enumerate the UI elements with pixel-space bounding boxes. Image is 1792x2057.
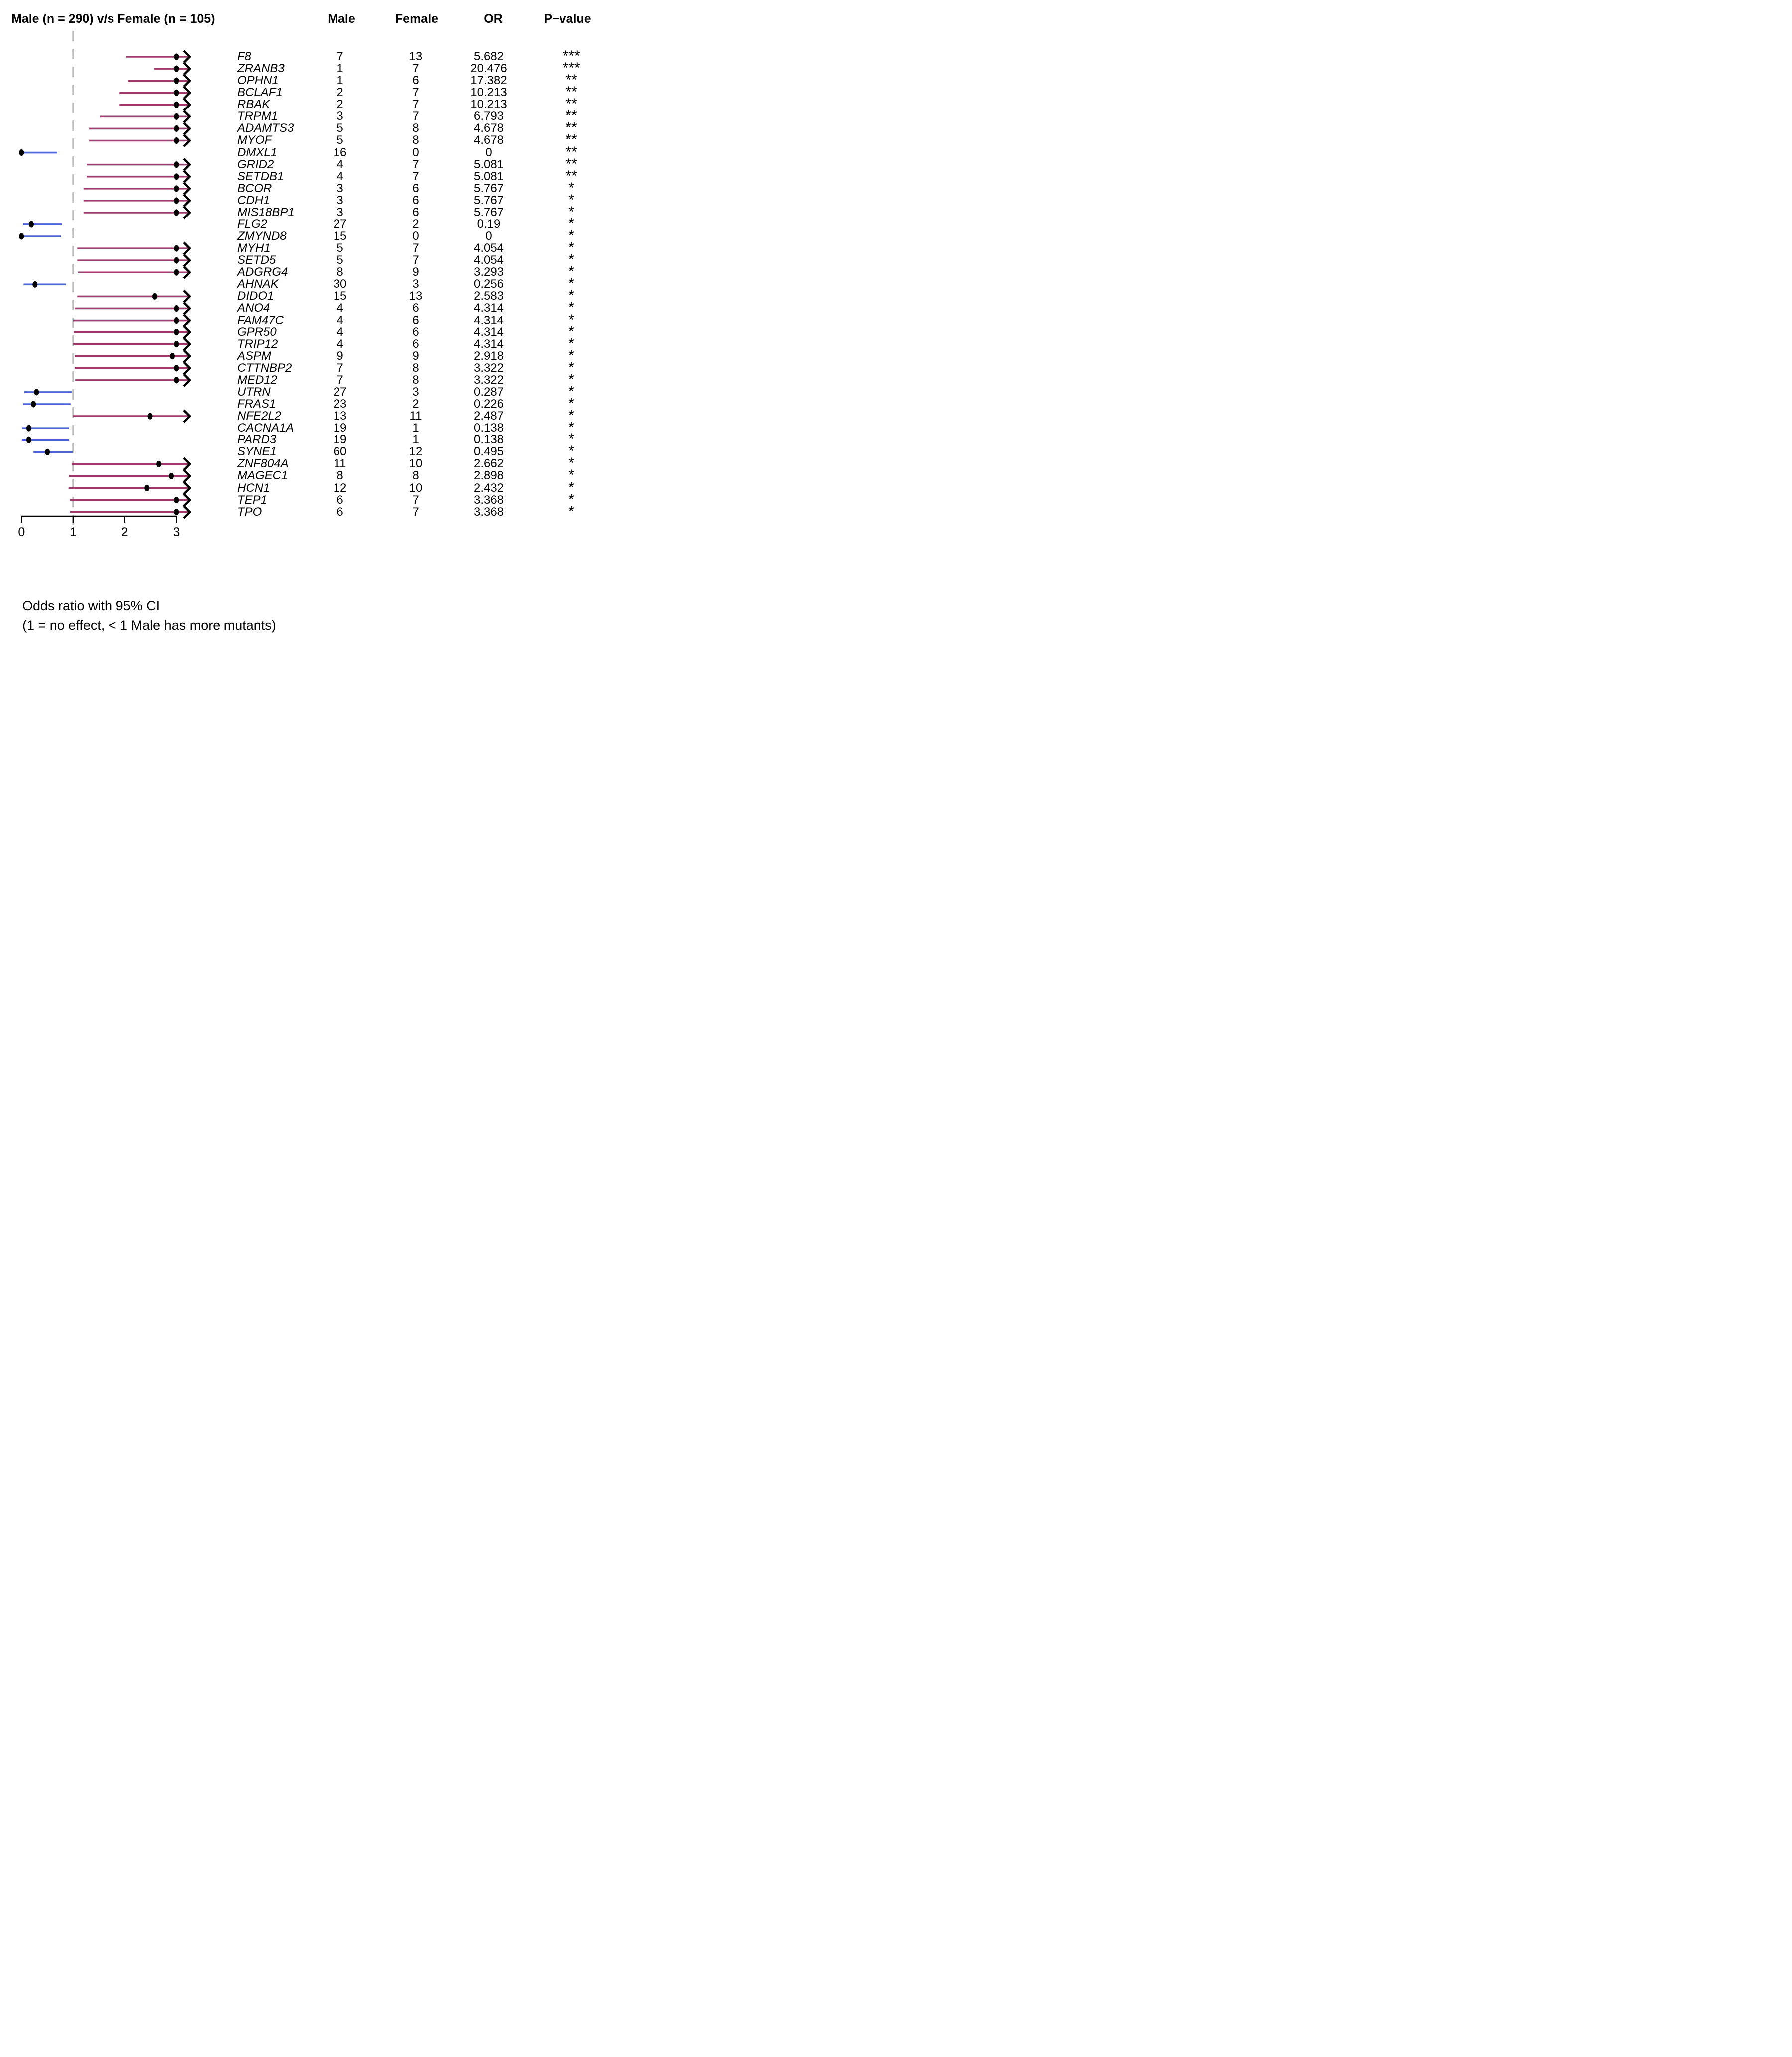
gene-name-TRIP12: TRIP12 <box>237 337 278 351</box>
male-count-FRAS1: 23 <box>333 397 347 411</box>
pvalue-stars-RBAK: ** <box>565 96 577 112</box>
column-header-male: Male <box>328 12 355 26</box>
or-dot-GPR50 <box>174 329 179 335</box>
pvalue-stars-CTTNBP2: * <box>568 359 574 376</box>
gene-name-MIS18BP1: MIS18BP1 <box>237 205 295 219</box>
pvalue-stars-TRIP12: * <box>568 335 574 352</box>
odds-ratio-ADGRG4: 3.293 <box>473 265 504 279</box>
male-count-OPHN1: 1 <box>336 74 343 88</box>
female-count-RBAK: 7 <box>412 98 419 111</box>
male-count-UTRN: 27 <box>333 385 347 399</box>
gene-name-ADGRG4: ADGRG4 <box>237 265 288 279</box>
male-count-GRID2: 4 <box>336 157 343 171</box>
or-dot-FAM47C <box>174 317 179 324</box>
or-dot-F8 <box>174 54 179 60</box>
odds-ratio-ZNF804A: 2.662 <box>473 457 504 471</box>
pvalue-stars-BCOR: * <box>568 179 574 196</box>
male-count-CDH1: 3 <box>336 193 343 207</box>
pvalue-stars-GRID2: ** <box>565 155 577 172</box>
female-count-NFE2L2: 11 <box>409 409 422 423</box>
or-dot-CDH1 <box>174 197 179 204</box>
male-count-SETD5: 5 <box>336 253 343 267</box>
male-count-GPR50: 4 <box>336 325 343 339</box>
odds-ratio-CDH1: 5.767 <box>473 193 504 207</box>
odds-ratio-PARD3: 0.138 <box>473 433 504 447</box>
female-count-SETD5: 7 <box>412 253 419 267</box>
gene-name-MYH1: MYH1 <box>237 241 271 255</box>
gene-name-GRID2: GRID2 <box>237 157 274 171</box>
gene-name-ZMYND8: ZMYND8 <box>237 229 287 243</box>
or-dot-ANO4 <box>174 305 179 312</box>
gene-name-CTTNBP2: CTTNBP2 <box>237 361 292 375</box>
male-count-ASPM: 9 <box>336 349 343 363</box>
gene-name-TRPM1: TRPM1 <box>237 109 278 123</box>
male-count-TRIP12: 4 <box>336 337 343 351</box>
or-dot-MED12 <box>174 377 179 383</box>
or-dot-TEP1 <box>174 497 179 503</box>
pvalue-stars-ZNF804A: * <box>568 455 574 472</box>
female-count-CDH1: 6 <box>412 193 419 207</box>
gene-name-ZRANB3: ZRANB3 <box>237 62 285 76</box>
gene-name-DIDO1: DIDO1 <box>237 289 274 303</box>
pvalue-stars-MED12: * <box>568 371 574 388</box>
male-count-SYNE1: 60 <box>333 445 347 459</box>
odds-ratio-TRPM1: 6.793 <box>473 109 504 123</box>
male-count-MAGEC1: 8 <box>336 469 343 483</box>
or-dot-ZNF804A <box>156 461 161 467</box>
or-dot-TRIP12 <box>174 341 179 347</box>
male-count-ZRANB3: 1 <box>336 62 343 76</box>
female-count-BCOR: 6 <box>412 181 419 195</box>
odds-ratio-SETD5: 4.054 <box>473 253 504 267</box>
or-dot-BCLAF1 <box>174 90 179 96</box>
odds-ratio-ZMYND8: 0 <box>485 229 492 243</box>
odds-ratio-ASPM: 2.918 <box>473 349 504 363</box>
pvalue-stars-F8: *** <box>562 48 580 64</box>
male-count-TRPM1: 3 <box>336 109 343 123</box>
female-count-DIDO1: 13 <box>409 289 423 303</box>
column-header-pvalue: P−value <box>544 12 591 26</box>
female-count-SETDB1: 7 <box>412 169 419 183</box>
gene-name-MYOF: MYOF <box>237 133 272 147</box>
male-count-ZNF804A: 11 <box>334 457 346 471</box>
female-count-F8: 13 <box>409 50 423 63</box>
gene-name-FRAS1: FRAS1 <box>237 397 276 411</box>
gene-name-F8: F8 <box>237 50 252 63</box>
pvalue-stars-UTRN: * <box>568 383 574 400</box>
female-count-GRID2: 7 <box>412 157 419 171</box>
pvalue-stars-MIS18BP1: * <box>568 203 574 220</box>
forest-plot-page <box>0 0 597 686</box>
male-count-DMXL1: 16 <box>333 145 347 159</box>
pvalue-stars-ZRANB3: *** <box>562 60 580 77</box>
odds-ratio-DIDO1: 2.583 <box>473 289 504 303</box>
or-dot-FLG2 <box>29 221 34 227</box>
gene-name-BCLAF1: BCLAF1 <box>237 86 283 100</box>
gene-name-NFE2L2: NFE2L2 <box>237 409 282 423</box>
gene-name-FLG2: FLG2 <box>237 217 268 231</box>
male-count-ANO4: 4 <box>336 301 343 315</box>
odds-ratio-FAM47C: 4.314 <box>473 313 504 327</box>
gene-name-SETDB1: SETDB1 <box>237 169 284 183</box>
or-dot-MIS18BP1 <box>174 209 179 216</box>
female-count-OPHN1: 6 <box>412 74 419 88</box>
female-count-AHNAK: 3 <box>412 277 419 291</box>
odds-ratio-OPHN1: 17.382 <box>470 74 507 88</box>
female-count-DMXL1: 0 <box>412 145 419 159</box>
male-count-CACNA1A: 19 <box>333 421 347 435</box>
gene-name-RBAK: RBAK <box>237 98 270 111</box>
or-dot-ASPM <box>170 353 175 359</box>
gene-name-HCN1: HCN1 <box>237 481 270 495</box>
pvalue-stars-AHNAK: * <box>568 275 574 292</box>
pvalue-stars-SYNE1: * <box>568 443 574 460</box>
gene-name-MAGEC1: MAGEC1 <box>237 469 288 483</box>
or-dot-HCN1 <box>144 485 149 491</box>
or-dot-NFE2L2 <box>148 413 153 420</box>
gene-name-TEP1: TEP1 <box>237 493 268 507</box>
odds-ratio-UTRN: 0.287 <box>473 385 504 399</box>
gene-name-ANO4: ANO4 <box>237 301 270 315</box>
male-count-PARD3: 19 <box>333 433 347 447</box>
female-count-MAGEC1: 8 <box>412 469 419 483</box>
or-dot-TPO <box>174 509 179 515</box>
odds-ratio-TEP1: 3.368 <box>473 493 504 507</box>
pvalue-stars-MYH1: * <box>568 239 574 256</box>
pvalue-stars-DMXL1: ** <box>565 143 577 160</box>
or-dot-OPHN1 <box>174 78 179 84</box>
male-count-AHNAK: 30 <box>333 277 347 291</box>
male-count-BCLAF1: 2 <box>336 86 343 100</box>
or-dot-ADAMTS3 <box>174 125 179 132</box>
caption-line2: (1 = no effect, < 1 Male has more mutants) <box>22 618 276 633</box>
male-count-MYH1: 5 <box>336 241 343 255</box>
female-count-GPR50: 6 <box>412 325 419 339</box>
pvalue-stars-TPO: * <box>568 503 574 520</box>
odds-ratio-MYH1: 4.054 <box>473 241 504 255</box>
female-count-PARD3: 1 <box>412 433 419 447</box>
odds-ratio-F8: 5.682 <box>473 50 504 63</box>
female-count-FLG2: 2 <box>412 217 419 231</box>
odds-ratio-FLG2: 0.19 <box>477 217 501 231</box>
male-count-MED12: 7 <box>336 373 343 387</box>
pvalue-stars-ASPM: * <box>568 347 574 364</box>
male-count-RBAK: 2 <box>336 98 343 111</box>
or-dot-FRAS1 <box>31 401 36 408</box>
female-count-SYNE1: 12 <box>409 445 423 459</box>
or-dot-SETDB1 <box>174 173 179 180</box>
odds-ratio-ADAMTS3: 4.678 <box>473 121 504 135</box>
gene-name-BCOR: BCOR <box>237 181 272 195</box>
pvalue-stars-ADAMTS3: ** <box>565 119 577 136</box>
column-header-or: OR <box>484 12 503 26</box>
gene-name-OPHN1: OPHN1 <box>237 74 279 88</box>
pvalue-stars-FAM47C: * <box>568 311 574 328</box>
pvalue-stars-HCN1: * <box>568 479 574 496</box>
pvalue-stars-BCLAF1: ** <box>565 84 577 101</box>
gene-name-AHNAK: AHNAK <box>237 277 279 291</box>
male-count-DIDO1: 15 <box>333 289 347 303</box>
female-count-BCLAF1: 7 <box>412 86 419 100</box>
female-count-ZNF804A: 10 <box>409 457 423 471</box>
or-dot-ZRANB3 <box>174 66 179 72</box>
pvalue-stars-DIDO1: * <box>568 287 574 304</box>
or-dot-MYH1 <box>174 245 179 252</box>
odds-ratio-RBAK: 10.213 <box>470 98 507 111</box>
odds-ratio-MAGEC1: 2.898 <box>473 469 504 483</box>
gene-name-FAM47C: FAM47C <box>237 313 284 327</box>
pvalue-stars-MAGEC1: * <box>568 467 574 484</box>
or-dot-BCOR <box>174 185 179 192</box>
odds-ratio-NFE2L2: 2.487 <box>473 409 504 423</box>
odds-ratio-ZRANB3: 20.476 <box>470 62 507 76</box>
x-axis-tick-label-1: 1 <box>70 525 77 539</box>
odds-ratio-ANO4: 4.314 <box>473 301 504 315</box>
gene-name-CDH1: CDH1 <box>237 193 270 207</box>
or-dot-RBAK <box>174 102 179 108</box>
female-count-TRIP12: 6 <box>412 337 419 351</box>
or-dot-SYNE1 <box>45 449 50 455</box>
odds-ratio-GPR50: 4.314 <box>473 325 504 339</box>
gene-name-TPO: TPO <box>237 505 262 519</box>
odds-ratio-DMXL1: 0 <box>485 145 492 159</box>
x-axis-tick-label-3: 3 <box>173 525 180 539</box>
odds-ratio-SYNE1: 0.495 <box>473 445 504 459</box>
gene-name-CACNA1A: CACNA1A <box>237 421 294 435</box>
page-title: Male (n = 290) v/s Female (n = 105) <box>11 12 215 26</box>
female-count-MED12: 8 <box>412 373 419 387</box>
pvalue-stars-OPHN1: ** <box>565 72 577 89</box>
or-dot-CACNA1A <box>26 425 31 432</box>
male-count-FLG2: 27 <box>333 217 347 231</box>
odds-ratio-BCOR: 5.767 <box>473 181 504 195</box>
female-count-ASPM: 9 <box>412 349 419 363</box>
or-dot-PARD3 <box>26 437 31 443</box>
gene-name-MED12: MED12 <box>237 373 278 387</box>
gene-name-ADAMTS3: ADAMTS3 <box>237 121 294 135</box>
or-dot-GRID2 <box>174 161 179 168</box>
male-count-NFE2L2: 13 <box>333 409 347 423</box>
or-dot-CTTNBP2 <box>174 365 179 371</box>
male-count-MYOF: 5 <box>336 133 343 147</box>
pvalue-stars-ANO4: * <box>568 299 574 316</box>
pvalue-stars-TEP1: * <box>568 491 574 508</box>
or-dot-ZMYND8 <box>19 233 24 240</box>
odds-ratio-GRID2: 5.081 <box>473 157 504 171</box>
odds-ratio-HCN1: 2.432 <box>473 481 504 495</box>
male-count-TPO: 6 <box>336 505 343 519</box>
x-axis-tick-label-0: 0 <box>18 525 25 539</box>
column-header-female: Female <box>395 12 439 26</box>
gene-name-SYNE1: SYNE1 <box>237 445 277 459</box>
pvalue-stars-GPR50: * <box>568 323 574 340</box>
female-count-TEP1: 7 <box>412 493 419 507</box>
or-dot-MAGEC1 <box>169 473 174 479</box>
pvalue-stars-ADGRG4: * <box>568 263 574 280</box>
odds-ratio-FRAS1: 0.226 <box>473 397 504 411</box>
female-count-ANO4: 6 <box>412 301 419 315</box>
female-count-ZMYND8: 0 <box>412 229 419 243</box>
female-count-CTTNBP2: 8 <box>412 361 419 375</box>
gene-name-UTRN: UTRN <box>237 385 271 399</box>
gene-name-PARD3: PARD3 <box>237 433 277 447</box>
odds-ratio-CTTNBP2: 3.322 <box>473 361 504 375</box>
female-count-TPO: 7 <box>412 505 419 519</box>
odds-ratio-CACNA1A: 0.138 <box>473 421 504 435</box>
female-count-ADGRG4: 9 <box>412 265 419 279</box>
or-dot-ADGRG4 <box>174 269 179 276</box>
gene-name-SETD5: SETD5 <box>237 253 276 267</box>
pvalue-stars-MYOF: ** <box>565 131 577 148</box>
gene-name-GPR50: GPR50 <box>237 325 277 339</box>
pvalue-stars-CDH1: * <box>568 191 574 208</box>
pvalue-stars-PARD3: * <box>568 431 574 448</box>
odds-ratio-AHNAK: 0.256 <box>473 277 504 291</box>
male-count-TEP1: 6 <box>336 493 343 507</box>
male-count-F8: 7 <box>336 50 343 63</box>
pvalue-stars-SETDB1: ** <box>565 167 577 184</box>
female-count-FAM47C: 6 <box>412 313 419 327</box>
male-count-ADAMTS3: 5 <box>336 121 343 135</box>
female-count-HCN1: 10 <box>409 481 423 495</box>
x-axis-tick-label-2: 2 <box>121 525 128 539</box>
male-count-SETDB1: 4 <box>336 169 343 183</box>
female-count-UTRN: 3 <box>412 385 419 399</box>
or-dot-DMXL1 <box>19 149 24 156</box>
female-count-FRAS1: 2 <box>412 397 419 411</box>
pvalue-stars-TRPM1: ** <box>565 108 577 124</box>
male-count-ZMYND8: 15 <box>333 229 347 243</box>
or-dot-AHNAK <box>32 281 37 288</box>
pvalue-stars-SETD5: * <box>568 251 574 268</box>
or-dot-DIDO1 <box>152 293 157 300</box>
or-dot-UTRN <box>34 389 39 395</box>
odds-ratio-MYOF: 4.678 <box>473 133 504 147</box>
female-count-MIS18BP1: 6 <box>412 205 419 219</box>
male-count-HCN1: 12 <box>333 481 347 495</box>
odds-ratio-TPO: 3.368 <box>473 505 504 519</box>
pvalue-stars-ZMYND8: * <box>568 227 574 244</box>
gene-name-DMXL1: DMXL1 <box>237 145 278 159</box>
male-count-ADGRG4: 8 <box>336 265 343 279</box>
odds-ratio-TRIP12: 4.314 <box>473 337 504 351</box>
gene-name-ZNF804A: ZNF804A <box>237 457 289 471</box>
male-count-CTTNBP2: 7 <box>336 361 343 375</box>
caption-line1: Odds ratio with 95% CI <box>22 598 160 613</box>
male-count-FAM47C: 4 <box>336 313 343 327</box>
female-count-TRPM1: 7 <box>412 109 419 123</box>
or-dot-TRPM1 <box>174 113 179 120</box>
female-count-MYOF: 8 <box>412 133 419 147</box>
or-dot-MYOF <box>174 137 179 144</box>
male-count-MIS18BP1: 3 <box>336 205 343 219</box>
odds-ratio-BCLAF1: 10.213 <box>470 86 507 100</box>
odds-ratio-SETDB1: 5.081 <box>473 169 504 183</box>
odds-ratio-MED12: 3.322 <box>473 373 504 387</box>
female-count-CACNA1A: 1 <box>412 421 419 435</box>
male-count-BCOR: 3 <box>336 181 343 195</box>
gene-name-ASPM: ASPM <box>237 349 272 363</box>
female-count-ZRANB3: 7 <box>412 62 419 76</box>
odds-ratio-MIS18BP1: 5.767 <box>473 205 504 219</box>
pvalue-stars-FLG2: * <box>568 215 574 232</box>
pvalue-stars-FRAS1: * <box>568 395 574 412</box>
caption <box>22 596 276 635</box>
pvalue-stars-CACNA1A: * <box>568 419 574 436</box>
female-count-MYH1: 7 <box>412 241 419 255</box>
female-count-ADAMTS3: 8 <box>412 121 419 135</box>
pvalue-stars-NFE2L2: * <box>568 407 574 424</box>
or-dot-SETD5 <box>174 257 179 264</box>
